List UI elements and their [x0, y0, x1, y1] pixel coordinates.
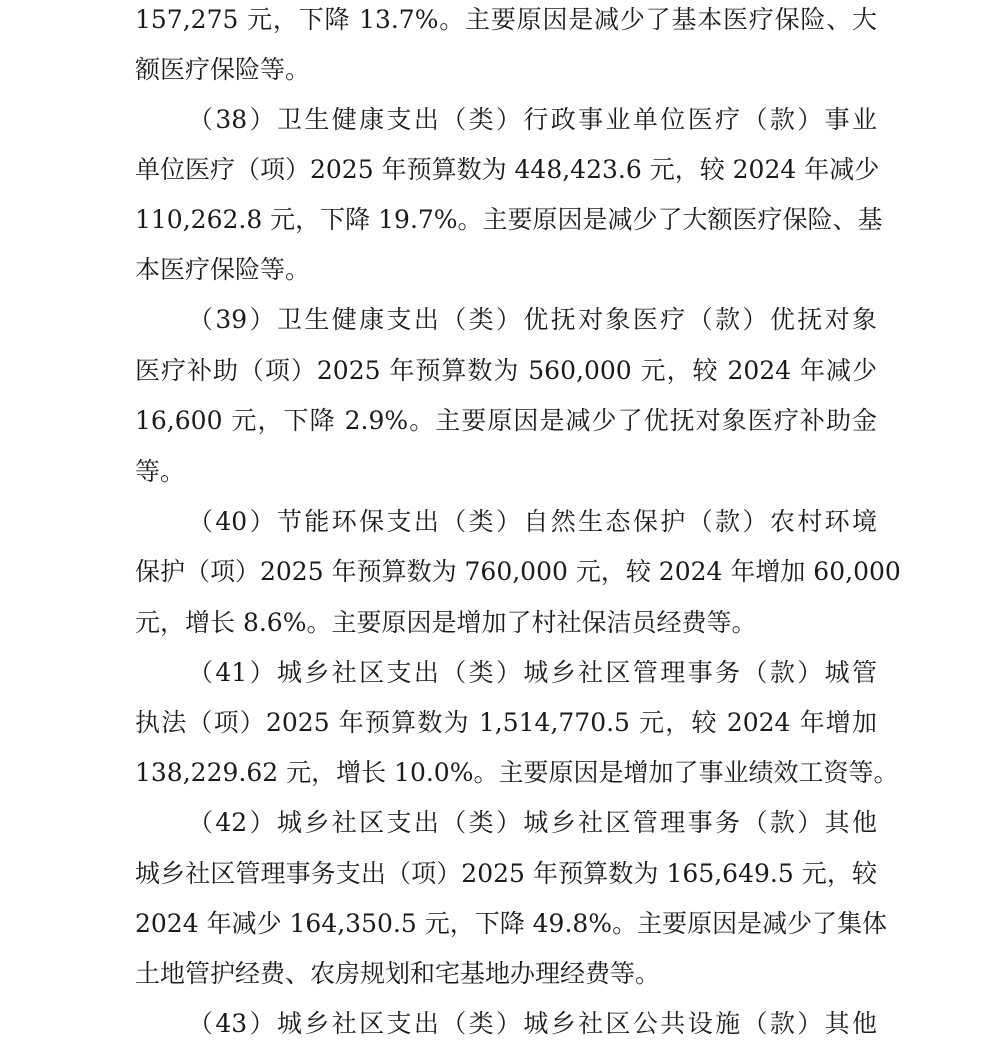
paragraph-43-heading: （43）城乡社区支出（类）城乡社区公共设施（款）其他: [188, 1009, 877, 1038]
text-line: 110,262.8 元，下降 19.7%。主要原因是减少了大额医疗保险、基: [135, 205, 883, 234]
text-line: 执法（项）2025 年预算数为 1,514,770.5 元，较 2024 年增加: [135, 708, 877, 737]
paragraph-40-heading: （40）节能环保支出（类）自然生态保护（款）农村环境: [188, 507, 877, 536]
text-line: 单位医疗（项）2025 年预算数为 448,423.6 元，较 2024 年减少: [135, 155, 880, 184]
text-line: 城乡社区管理事务支出（项）2025 年预算数为 165,649.5 元，较: [135, 859, 877, 888]
text-line: 138,229.62 元，增长 10.0%。主要原因是增加了事业绩效工资等。: [135, 758, 899, 787]
text-line: 2024 年减少 164,350.5 元，下降 49.8%。主要原因是减少了集体: [135, 909, 888, 938]
text-line: 157,275 元，下降 13.7%。主要原因是减少了基本医疗保险、大: [135, 5, 877, 34]
text-line: 额医疗保险等。: [135, 55, 311, 84]
paragraph-41-heading: （41）城乡社区支出（类）城乡社区管理事务（款）城管: [188, 658, 877, 687]
paragraph-42-heading: （42）城乡社区支出（类）城乡社区管理事务（款）其他: [188, 808, 877, 837]
text-line: 保护（项）2025 年预算数为 760,000 元，较 2024 年增加 60,000: [135, 557, 901, 586]
text-line: 等。: [135, 457, 186, 486]
text-line: 医疗补助（项）2025 年预算数为 560,000 元，较 2024 年减少: [135, 356, 877, 385]
paragraph-38-heading: （38）卫生健康支出（类）行政事业单位医疗（款）事业: [188, 105, 877, 134]
text-line: 本医疗保险等。: [135, 255, 311, 284]
paragraph-39-heading: （39）卫生健康支出（类）优抚对象医疗（款）优抚对象: [188, 305, 877, 334]
text-line: 元，增长 8.6%。主要原因是增加了村社保洁员经费等。: [135, 608, 757, 637]
text-line: 土地管护经费、农房规划和宅基地办理经费等。: [135, 959, 661, 988]
text-line: 16,600 元，下降 2.9%。主要原因是减少了优抚对象医疗补助金: [135, 406, 877, 435]
